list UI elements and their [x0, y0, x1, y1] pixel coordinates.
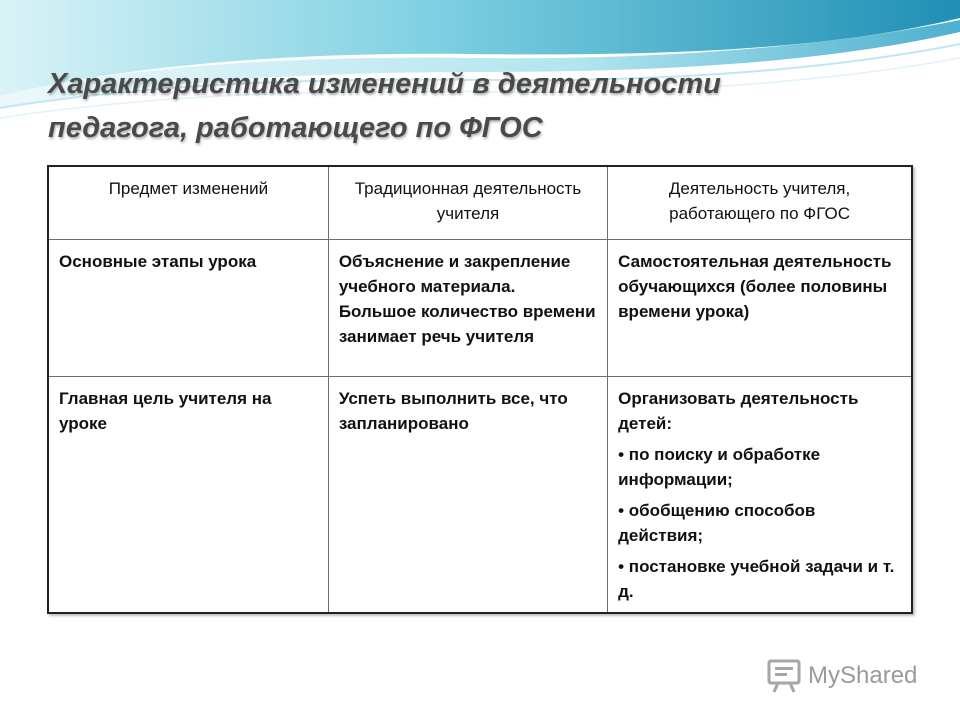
- slide-title: [48, 62, 928, 150]
- table-row: [48, 377, 912, 614]
- comparison-table-container: [47, 165, 913, 614]
- list-item: • обобщению способов действия;: [618, 498, 901, 548]
- cell-subject: Главная цель учителя на уроке: [48, 377, 328, 614]
- header-traditional: Традиционная деятельность учителя: [328, 166, 607, 240]
- watermark-text: MyShared: [808, 662, 918, 689]
- header-fgos: Деятельность учителя, работающего по ФГОС: [608, 166, 912, 240]
- fgos-intro: Организовать деятельность детей:: [618, 389, 859, 433]
- header-subject: Предмет изменений: [48, 166, 328, 240]
- cell-fgos: Самостоятельная деятельность обучающихся (более половины времени урока): [608, 240, 912, 377]
- cell-traditional: Объяснение и закрепление учебного материала. Большое количество времени занимает речь учителя: [328, 240, 607, 377]
- cell-traditional: Успеть выполнить все, что запланировано: [328, 377, 607, 614]
- list-item: • по поиску и обработке информации;: [618, 442, 901, 492]
- list-item: • постановке учебной задачи и т. д.: [618, 554, 901, 604]
- table-row: [48, 240, 912, 377]
- slide-title-line-1: Характеристика изменений в деятельности: [48, 68, 721, 100]
- table-header-row: [48, 166, 912, 240]
- slide-title-line-2: педагога, работающего по ФГОС: [48, 112, 543, 144]
- myshared-watermark: [766, 656, 917, 696]
- cell-subject: Основные этапы урока: [48, 240, 328, 377]
- cell-fgos: [608, 377, 912, 614]
- comparison-table: [47, 165, 913, 614]
- presentation-board-icon: [766, 658, 804, 694]
- fgos-bullet-list: [618, 442, 901, 604]
